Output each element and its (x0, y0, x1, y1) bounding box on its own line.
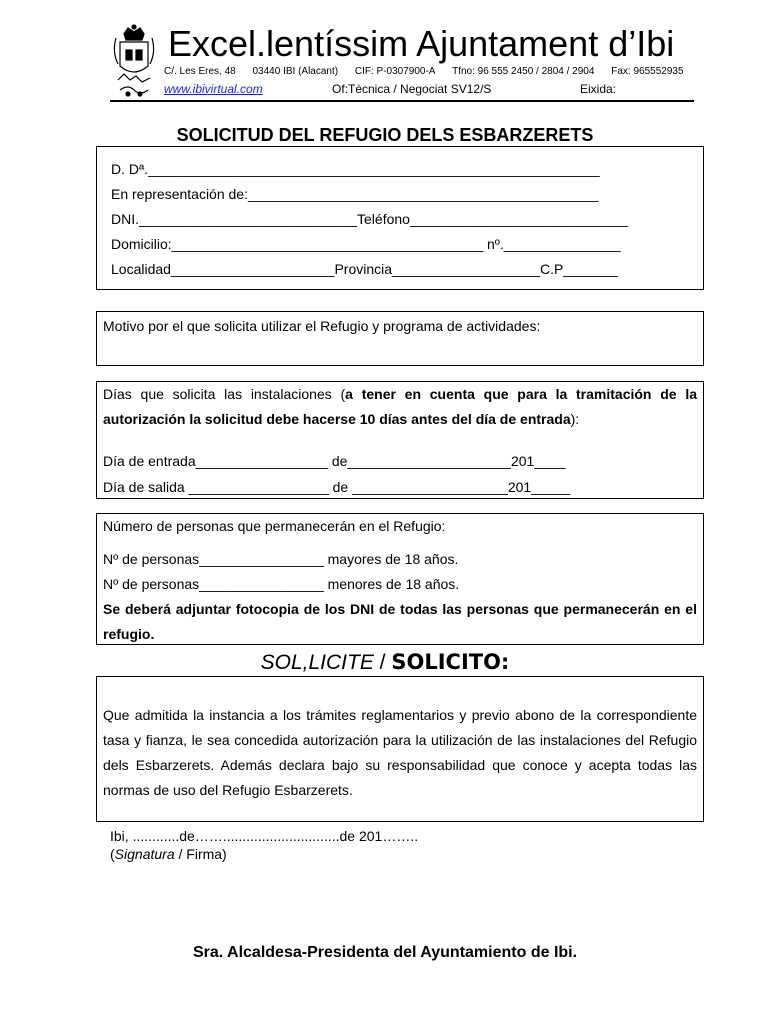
postal-code: 03440 IBI (Alacant) (252, 66, 339, 77)
dni-attachment-note: Se deberá adjuntar fotocopia de los DNI de todas las personas que permanecerán en el refugio. (103, 601, 697, 642)
representation-field[interactable]: En representación de:_____________________________________________ (111, 186, 599, 202)
phone-numbers: Tfno: 96 555 2450 / 2804 / 2904 (452, 66, 595, 77)
days-section (96, 381, 704, 499)
locality-field[interactable]: Localidad_____________________Provincia___________________C.P_______ (111, 261, 618, 277)
people-label: Número de personas que permanecerán en el Refugio: (103, 518, 446, 534)
contact-line (164, 66, 698, 77)
document-title: SOLICITUD DEL REFUGIO DELS ESBARZERETS (176, 125, 594, 145)
signature-label (110, 845, 418, 863)
municipality-title: Excel.lentíssim Ajuntament d’Ibi (168, 23, 675, 64)
solicito-heading (0, 650, 770, 675)
days-intro: Días que solicita las instalaciones ( (103, 386, 346, 402)
days-note: a tener en cuenta que para la tramitación de la autorización la solicitud debe hacerse 10 días antes del día de entrada (103, 386, 697, 427)
days-close: ): (570, 411, 580, 427)
adults-field[interactable]: Nº de personas________________ mayores de 18 años. (103, 551, 459, 567)
solicito-valencian: SOL,LICITE (260, 651, 374, 674)
domicile-field[interactable]: Domicilio:________________________________________ nº._______________ (111, 236, 621, 252)
request-text: Que admitida la instancia a los trámites reglamentarios y previo abono de la correspondiente tasa y fianza, le sea concedida autorización para la utilización de las instalaciones del Refugio dels Esbarzerets. Además declara bajo su responsabilidad que conoce y acepta todas las normas de uso del Refugio Esbarzerets. (103, 707, 697, 798)
reason-label: Motivo por el que solicita utilizar el Refugio y programa de actividades: (103, 318, 541, 334)
firma-word: / Firma) (174, 846, 227, 862)
street-address: C/. Les Eres, 48 (164, 66, 236, 77)
dni-phone-field[interactable]: DNI.____________________________Teléfono____________________________ (111, 211, 628, 227)
sig-open: ( (110, 846, 115, 862)
website-link[interactable]: www.ibivirtual.com (164, 82, 263, 96)
place-date-field[interactable]: Ibi, ............de……..............................de 201…….. (110, 828, 419, 844)
header-divider (110, 100, 694, 102)
cif-number: CIF: P-0307900-A (354, 66, 436, 77)
people-section (96, 513, 704, 645)
name-field[interactable]: D. Dª.__________________________________________________________ (111, 161, 600, 177)
office-line (164, 82, 692, 96)
signature-block (110, 827, 418, 863)
addressee-footer: Sra. Alcaldesa-Presidenta del Ayuntamiento de Ibi. (192, 944, 578, 961)
exit-date-field[interactable]: Día de salida __________________ de ____________________201_____ (103, 479, 571, 495)
office-reference: Of:Tècnica / Negociat SV12/S (332, 82, 492, 96)
request-section (96, 676, 704, 822)
entry-date-field[interactable]: Día de entrada_________________ de_____________________201____ (103, 453, 566, 469)
reason-section (96, 311, 704, 366)
signatura-word: Signatura (114, 846, 175, 862)
days-instructions (103, 382, 697, 432)
solicito-spanish: SOLICITO: (391, 650, 510, 674)
solicito-separator: / (373, 651, 392, 674)
fax-number: Fax: 965552935 (611, 66, 684, 77)
municipal-coat-of-arms-logo (110, 22, 158, 102)
minors-field[interactable]: Nº de personas________________ menores de 18 años. (103, 576, 460, 592)
exit-field: Eixida: (580, 82, 617, 96)
applicant-section (96, 146, 704, 290)
